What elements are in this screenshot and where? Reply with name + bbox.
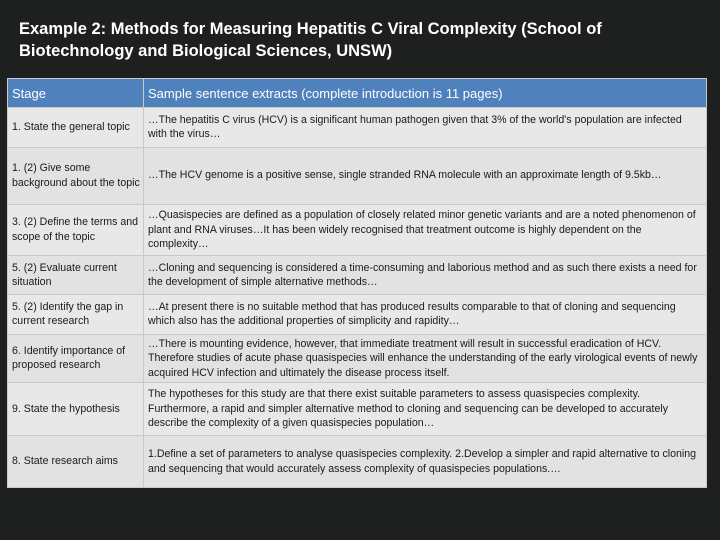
stage-cell: 9. State the hypothesis: [8, 383, 144, 436]
stages-table-container: [7, 78, 706, 488]
stage-cell: 6. Identify importance of proposed research: [8, 334, 144, 383]
table-row: [8, 436, 707, 488]
extract-cell: …Quasispecies are defined as a population of closely related minor genetic variants and are a noted phenomenon of plant and RNA viruses…It has been widely recognised that treatment outcome is highly dependent on the complexity…: [144, 204, 707, 256]
header-extracts: Sample sentence extracts (complete introduction is 11 pages): [144, 79, 707, 108]
table-row: [8, 294, 707, 334]
table-row: [8, 383, 707, 436]
header-stage: Stage: [8, 79, 144, 108]
extract-cell: …At present there is no suitable method that has produced results comparable to that of cloning and sequencing which also has the additional properties of simplicity and rapidity…: [144, 294, 707, 334]
extract-cell: The hypotheses for this study are that there exist suitable parameters to assess quasispecies complexity. Furthermore, a rapid and simpler alternative method to cloning and sequencing can be developed to accurately describe the complexity of a given quasispecies population…: [144, 383, 707, 436]
stage-cell: 1. State the general topic: [8, 108, 144, 148]
table-row: [8, 147, 707, 204]
extract-cell: …The HCV genome is a positive sense, single stranded RNA molecule with an approximate length of 9.5kb…: [144, 147, 707, 204]
extract-cell: …Cloning and sequencing is considered a time-consuming and laborious method and as such there exists a need for the development of simple alternative methods…: [144, 256, 707, 295]
table-row: [8, 108, 707, 148]
extract-cell: …There is mounting evidence, however, that immediate treatment will result in successful eradication of HCV. Therefore studies of acute phase quasispecies will enhance the understanding of the early virological events of newly acquired HCV infection and ultimately the disease process itself.: [144, 334, 707, 383]
stage-cell: 5. (2) Evaluate current situation: [8, 256, 144, 295]
stage-cell: 3. (2) Define the terms and scope of the topic: [8, 204, 144, 256]
stage-cell: 1. (2) Give some background about the topic: [8, 147, 144, 204]
table-row: [8, 204, 707, 256]
table-row: [8, 256, 707, 295]
stage-cell: 5. (2) Identify the gap in current research: [8, 294, 144, 334]
slide-title: Example 2: Methods for Measuring Hepatitis C Viral Complexity (School of Biotechnology and Biological Sciences, UNSW): [19, 20, 602, 60]
table-header-row: [8, 79, 707, 108]
stage-cell: 8. State research aims: [8, 436, 144, 488]
extract-cell: 1.Define a set of parameters to analyse quasispecies complexity. 2.Develop a simpler and rapid alternative to cloning and sequencing that would accurately assess complexity of quasispecies populations.…: [144, 436, 707, 488]
stages-table: [7, 78, 707, 488]
table-row: [8, 334, 707, 383]
extract-cell: …The hepatitis C virus (HCV) is a significant human pathogen given that 3% of the world's population are infected with the virus…: [144, 108, 707, 148]
